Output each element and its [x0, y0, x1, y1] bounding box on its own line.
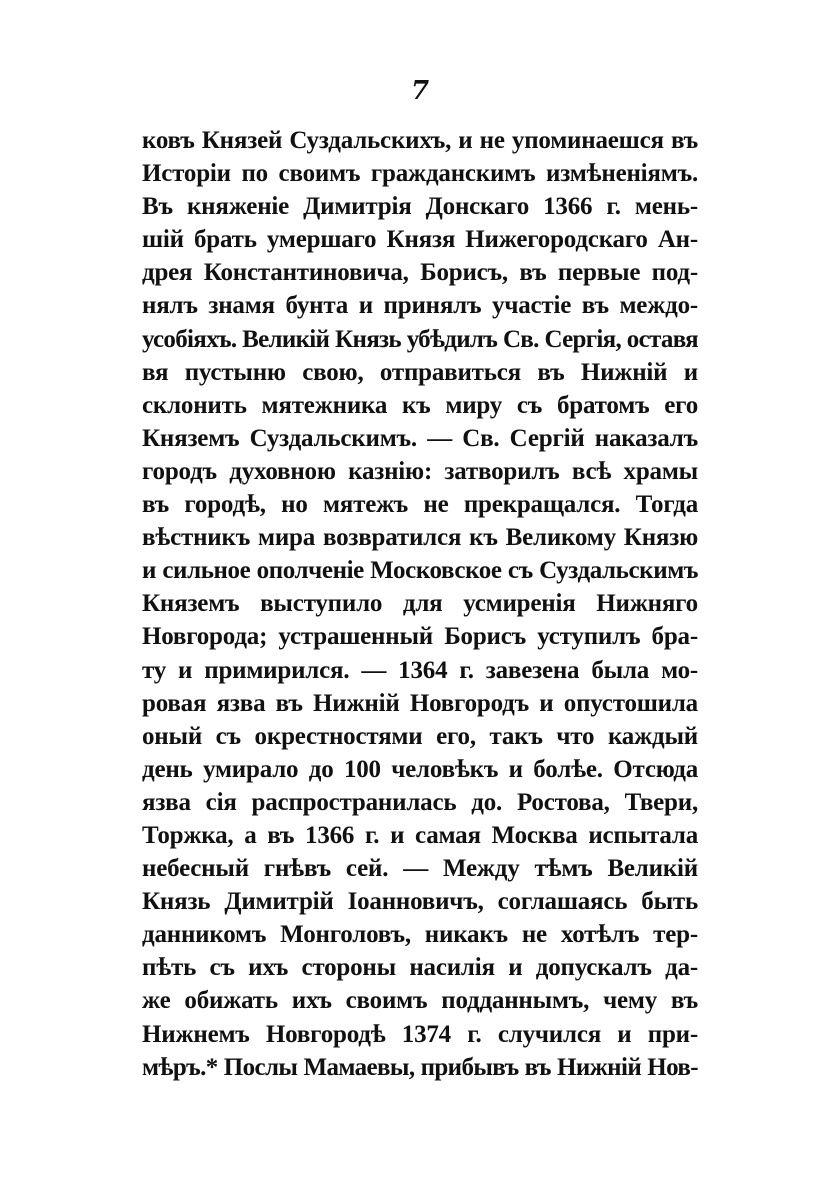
text-line: городъ духовною казнію: затворилъ всѣ храмы — [142, 457, 698, 485]
text-line: усобіяхъ. Великій Князь убѣдилъ Св. Сергія, оставя — [142, 325, 698, 353]
text-line: Княземъ Суздальскимъ. — Св. Сергій наказалъ — [142, 424, 698, 452]
text-line: нялъ знамя бунта и принялъ участіе въ междо- — [142, 292, 698, 320]
text-line: Новгорода; устрашенный Борисъ уступилъ бра- — [142, 623, 698, 651]
text-line: въ городѣ, но мятежъ не прекращался. Тогда — [142, 491, 698, 519]
text-line: пѣть съ ихъ стороны насилія и допускалъ да- — [142, 954, 698, 982]
text-line: ровая язва въ Нижній Новгородъ и опустошила — [142, 689, 698, 717]
text-line: вя пустыню свою, отправиться въ Нижній и — [142, 358, 698, 386]
text-line: Торжка, а въ 1366 г. и самая Москва испытала — [142, 821, 698, 849]
text-line: Исторіи по своимъ гражданскимъ измѣненіямъ. — [142, 160, 698, 188]
text-line: оный съ окрестностями его, такъ что каждый — [142, 722, 698, 750]
text-line: шій брать умершаго Князя Нижегородскаго Ан- — [142, 226, 698, 254]
body-text — [142, 124, 698, 1084]
text-line: склонить мятежника къ миру съ братомъ его — [142, 391, 698, 419]
text-line: Нижнемъ Новгородѣ 1374 г. случился и при- — [142, 1020, 698, 1048]
text-line: и сильное ополченіе Московское съ Суздальскимъ — [142, 557, 698, 585]
text-line: же обижать ихъ своимъ подданнымъ, чему въ — [142, 987, 698, 1015]
text-line: данникомъ Монголовъ, никакъ не хотѣлъ тер- — [142, 921, 698, 949]
text-line: мѣръ.* Послы Мамаевы, прибывъ въ Нижній Нов- — [142, 1053, 698, 1081]
text-line: Князь Димитрій Іоанновичъ, соглашаясь быть — [142, 888, 698, 916]
page-number: 7 — [410, 76, 430, 106]
text-line: язва сія распространилась до. Ростова, Твери, — [142, 788, 698, 816]
text-line: вѣстникъ мира возвратился къ Великому Князю — [142, 524, 698, 552]
text-line: ковъ Князей Суздальскихъ, и не упоминаешся въ — [142, 127, 698, 154]
text-line: Княземъ выступило для усмиренія Нижняго — [142, 590, 698, 618]
text-line: Въ княженіе Димитрія Донскаго 1366 г. мень- — [142, 193, 698, 221]
text-line: небесный гнѣвъ сей. — Между тѣмъ Великій — [142, 855, 698, 883]
text-line: ту и примирился. — 1364 г. завезена была мо- — [142, 656, 698, 684]
text-line: дрея Константиновича, Борисъ, въ первые под- — [142, 259, 698, 287]
text-line: день умирало до 100 человѣкъ и болѣе. Отсюда — [142, 755, 698, 783]
